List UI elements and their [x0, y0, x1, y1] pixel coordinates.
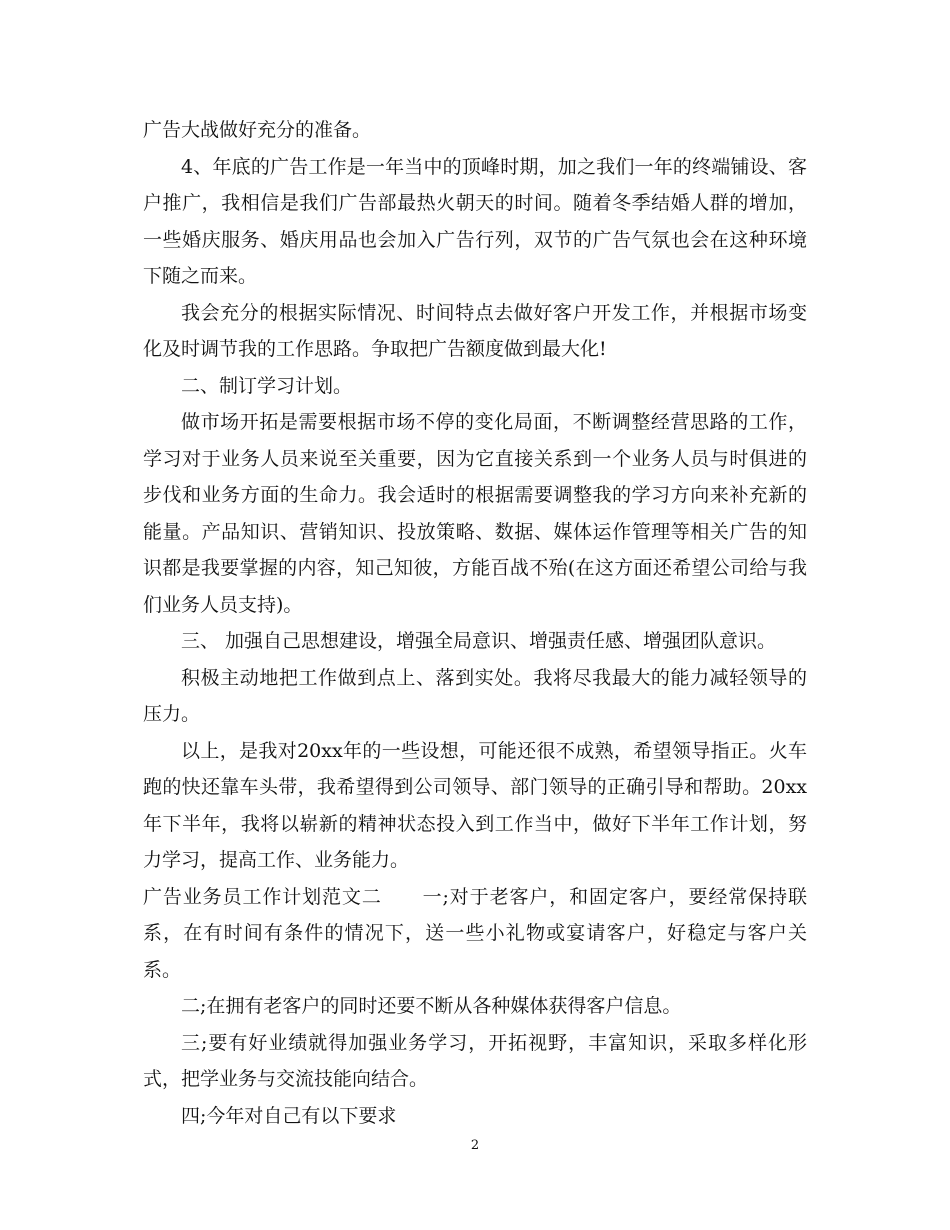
- section-two: [143, 879, 807, 989]
- paragraph-continuation: 广告大战做好充分的准备。: [143, 119, 372, 141]
- page-number: 2: [470, 1138, 480, 1153]
- paragraph-item-two: 二;在拥有老客户的同时还要不断从各种媒体获得客户信息。: [181, 995, 682, 1017]
- paragraph-item-four: 四;今年对自己有以下要求: [181, 1104, 397, 1127]
- heading-thought-building: 三、 加强自己思想建设，增强全局意识、增强责任感、增强团队意识。: [181, 630, 777, 652]
- paragraph-work-commitment: 积极主动地把工作做到点上、落到实处。我将尽我最大的能力减轻领导的压力。: [143, 666, 807, 725]
- paragraph-item-three: 三;要有好业绩就得加强业务学习，开拓视野，丰富知识，采取多样化形式，把学业务与交流技能向结合。: [143, 1031, 807, 1090]
- section-first-item: 一;对于老客户，和固定客户，要经常保持联系，在有时间有条件的情况下，送一些小礼物或宴请客户，好稳定与客户关系。: [143, 885, 807, 981]
- paragraph-item-4: 4、年底的广告工作是一年当中的顶峰时期，加之我们一年的终端铺设、客户推广，我相信是我们广告部最热火朝天的时间。随着冬季结婚人群的增加，一些婚庆服务、婚庆用品也会加入广告行列，双节的广告气氛也会在这种环境下随之而来。: [143, 155, 807, 287]
- heading-study-plan: 二、制订学习计划。: [181, 374, 353, 397]
- paragraph-conclusion: 以上，是我对20xx年的一些设想，可能还很不成熟，希望领导指正。火车跑的快还靠车头带，我希望得到公司领导、部门领导的正确引导和帮助。20xx年下半年，我将以崭新的精神状态投入到工作当中，做好下半年工作计划，努力学习，提高工作、业务能力。: [143, 739, 807, 871]
- document-body: [143, 112, 807, 1134]
- section-title: 广告业务员工作计划范文二: [143, 885, 382, 908]
- paragraph-client-development: 我会充分的根据实际情况、时间特点去做好客户开发工作，并根据市场变化及时调节我的工作思路。争取把广告额度做到最大化!: [143, 301, 807, 360]
- paragraph-study: 做市场开拓是需要根据市场不停的变化局面，不断调整经营思路的工作，学习对于业务人员来说至关重要，因为它直接关系到一个业务人员与时俱进的步伐和业务方面的生命力。我会适时的根据需要调整我的学习方向来补充新的能量。产品知识、营销知识、投放策略、数据、媒体运作管理等相关广告的知识都是我要掌握的内容，知己知彼，方能百战不殆(在这方面还希望公司给与我们业务人员支持)。: [143, 411, 807, 616]
